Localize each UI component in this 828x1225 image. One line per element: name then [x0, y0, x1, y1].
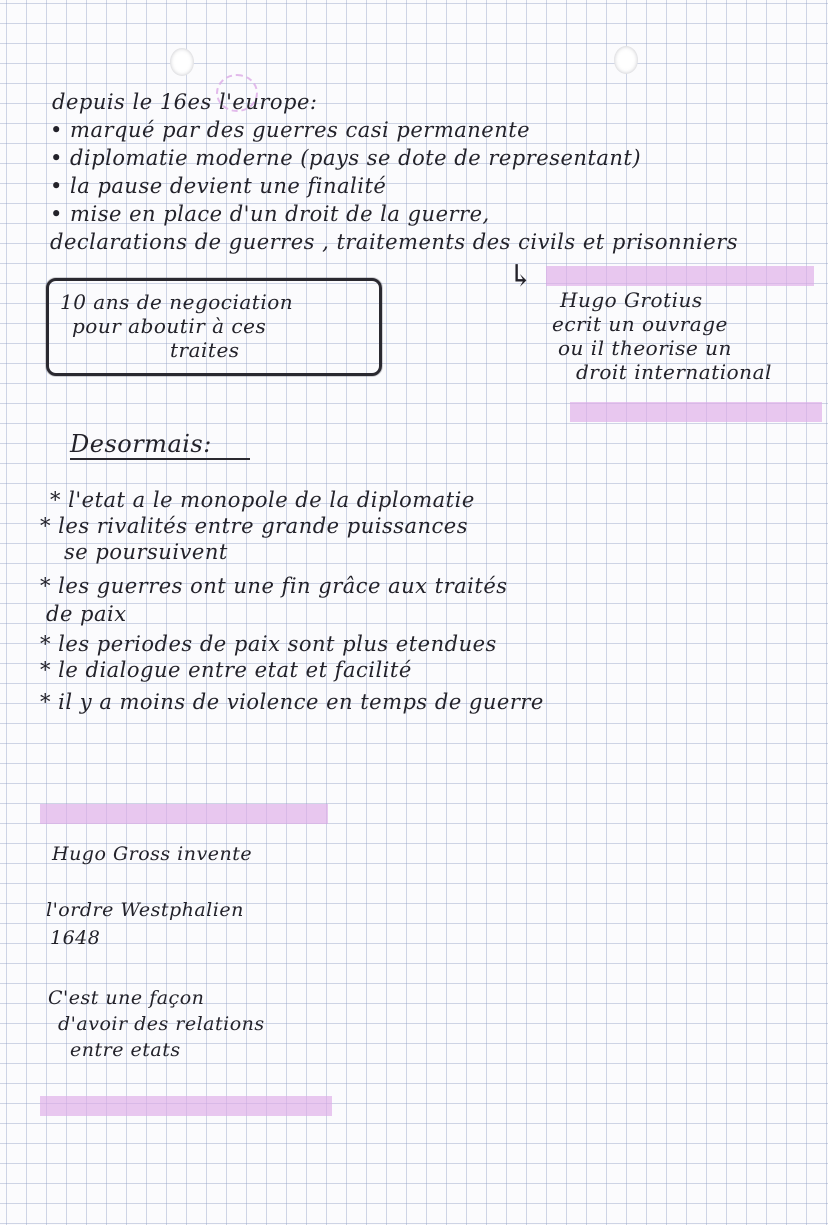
bullet-pause: • la pause devient une finalité [50, 174, 387, 198]
box-line-3: traites [170, 338, 240, 362]
desormais-line-7: * le dialogue entre etat et facilité [40, 658, 412, 682]
box-line-1: 10 ans de negociation [60, 290, 294, 314]
relations-line-3: entre etats [70, 1039, 181, 1061]
grotius-line-2: ecrit un ouvrage [552, 312, 728, 336]
desormais-line-4: * les guerres ont une fin grâce aux traités [40, 574, 508, 598]
desormais-line-1: * l'etat a le monopole de la diplomatie [50, 488, 475, 512]
desormais-line-2: * les rivalités entre grande puissances [40, 514, 469, 538]
relations-line-1: C'est une façon [48, 987, 205, 1009]
desormais-line-3: se poursuivent [64, 540, 228, 564]
box-line-2: pour aboutir à ces [72, 314, 267, 338]
hugo-gross-invente: Hugo Gross invente [52, 843, 253, 865]
punch-hole-right [614, 46, 638, 74]
westphalie-line-1: l'ordre Westphalien [46, 899, 244, 921]
highlight-grotius-bottom [570, 402, 822, 422]
bullet-diplomatie: • diplomatie moderne (pays se dote de representant) [50, 146, 642, 170]
highlight-lower-top [40, 804, 328, 824]
relations-line-2: d'avoir des relations [58, 1013, 265, 1035]
grotius-line-4: droit international [576, 360, 772, 384]
bullet-droit-guerre: • mise en place d'un droit de la guerre, [50, 202, 490, 226]
desormais-underline [70, 458, 250, 460]
desormais-line-8: * il y a moins de violence en temps de guerre [40, 690, 544, 714]
desormais-line-5: de paix [46, 602, 127, 626]
desormais-line-6: * les periodes de paix sont plus etendues [40, 632, 497, 656]
highlight-lower-bottom [40, 1096, 332, 1116]
grotius-line-3: ou il theorise un [558, 336, 732, 360]
westphalie-year: 1648 [50, 927, 101, 949]
punch-hole-left [170, 48, 194, 76]
highlight-grotius-top [546, 266, 814, 286]
bullet-guerres: • marqué par des guerres casi permanente [50, 118, 531, 142]
grotius-line-1: Hugo Grotius [560, 288, 703, 312]
desormais-title: Desormais: [70, 430, 212, 458]
return-arrow-icon: ↳ [508, 259, 534, 294]
bullet-declarations: declarations de guerres , traitements des civils et prisonniers [50, 230, 739, 254]
heading-depuis: depuis le 16es l'europe: [52, 90, 318, 114]
